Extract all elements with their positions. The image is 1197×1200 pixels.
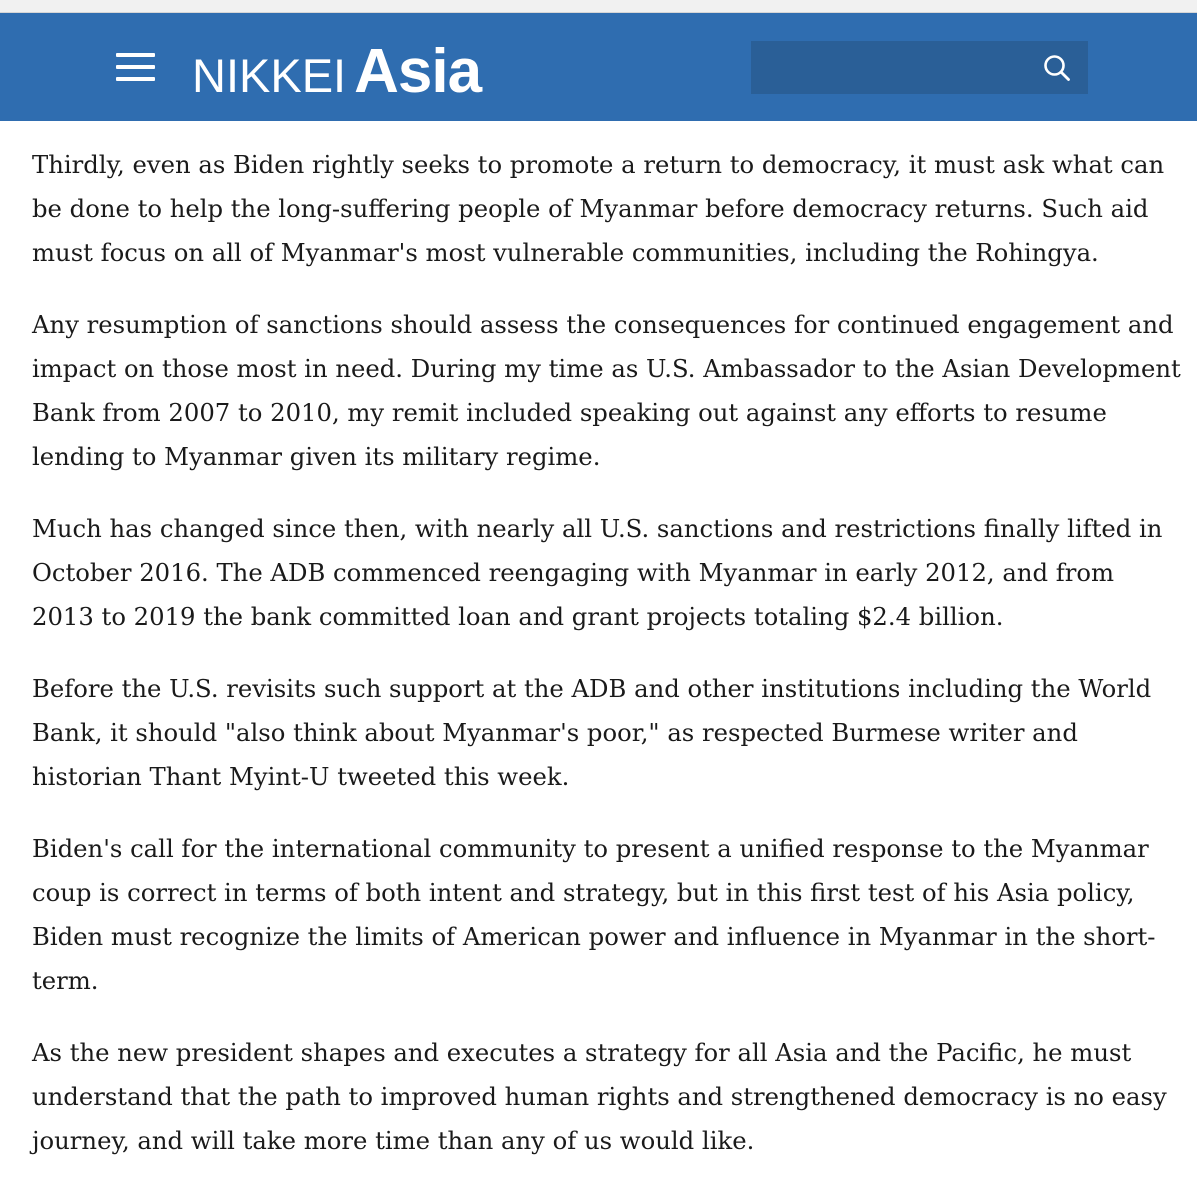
search-input[interactable] bbox=[751, 41, 1021, 94]
menu-icon-bar bbox=[116, 53, 155, 57]
article-paragraph: Any resumption of sanctions should assess the consequences for continued engagement and impact on those most in need. During my time as U.S. Ambassador to the Asian Development Bank from 2007 to 2010, my remit included speaking out against any efforts to resume lending to Myanmar given its military regime. bbox=[32, 310, 1181, 471]
menu-icon-bar bbox=[116, 77, 155, 81]
article-paragraph: As the new president shapes and executes a strategy for all Asia and the Pacific, he must understand that the path to improved human rights and strengthened democracy is no easy journey, and will take more time than any of us would like. bbox=[32, 1038, 1167, 1155]
site-header bbox=[0, 13, 1197, 121]
article-paragraph: Before the U.S. revisits such support at the ADB and other institutions including the World Bank, it should "also think about Myanmar's poor," as respected Burmese writer and historian Thant Myint-U tweeted this week. bbox=[32, 674, 1152, 791]
article-body bbox=[32, 121, 1182, 1191]
article-paragraph: Thirdly, even as Biden rightly seeks to promote a return to democracy, it must ask what can be done to help the long-suffering people of Myanmar before democracy returns. Such aid must focus on all of Myanmar's most vulnerable communities, including the Rohingya. bbox=[32, 150, 1165, 267]
logo-asia-text: Asia bbox=[354, 37, 482, 106]
browser-top-strip bbox=[0, 0, 1197, 13]
menu-icon-bar bbox=[116, 65, 155, 69]
menu-icon[interactable] bbox=[116, 53, 156, 83]
search-icon[interactable] bbox=[1042, 53, 1072, 83]
logo-nikkei-text: NIKKEI bbox=[192, 49, 347, 102]
article-paragraph: Biden's call for the international community to present a unified response to the Myanmar coup is correct in terms of both intent and strategy, but in this first test of his Asia policy, Biden must recognize the limits of American power and influence in Myanmar in the short-term. bbox=[32, 834, 1156, 995]
search-box bbox=[751, 41, 1088, 94]
article-paragraph: Much has changed since then, with nearly all U.S. sanctions and restrictions finally lifted in October 2016. The ADB commenced reengaging with Myanmar in early 2012, and from 2013 to 2019 the bank committed loan and grant projects totaling $2.4 billion. bbox=[32, 514, 1163, 631]
site-logo[interactable] bbox=[192, 37, 481, 107]
